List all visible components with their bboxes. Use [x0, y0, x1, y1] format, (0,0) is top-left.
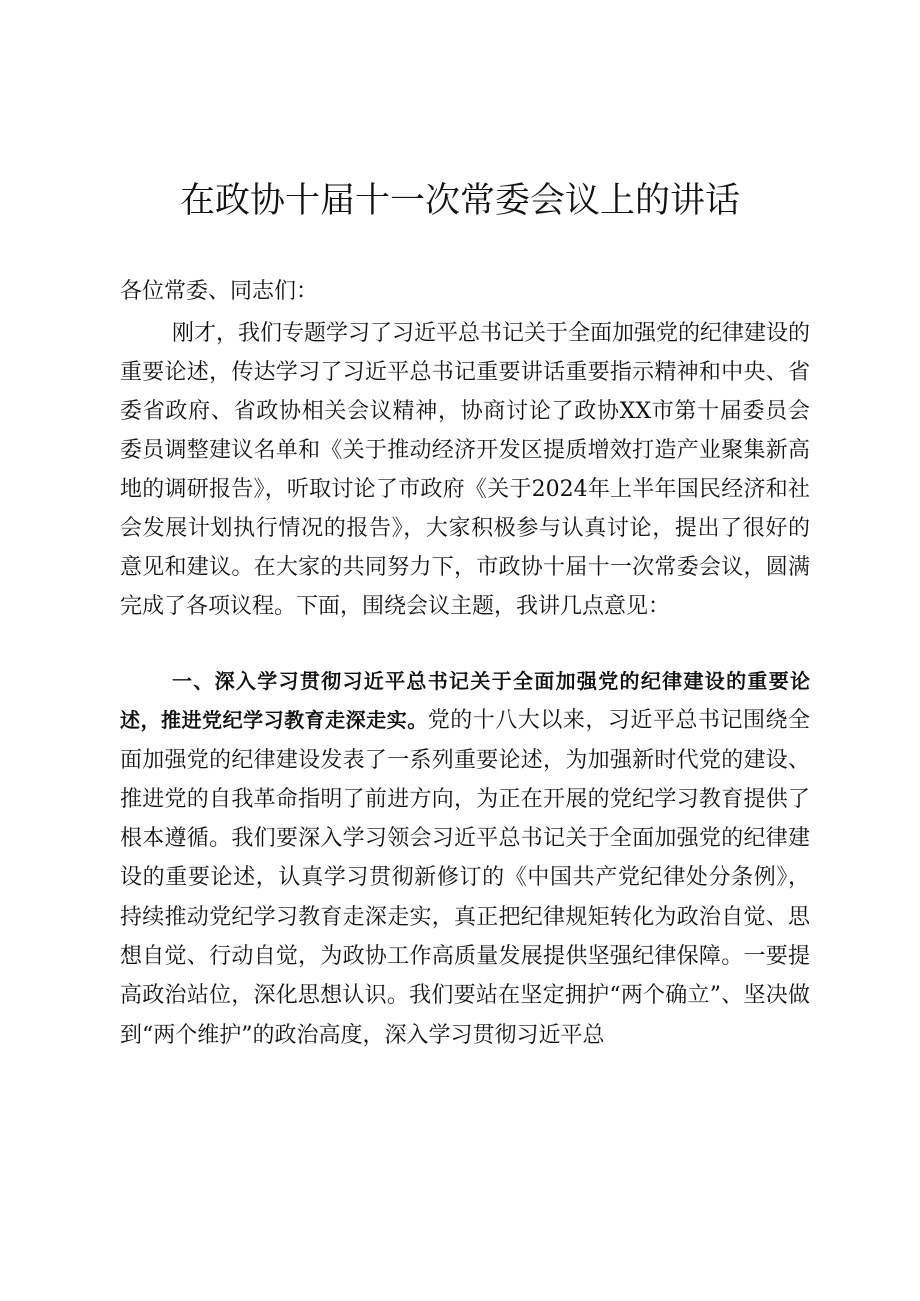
document-title: 在政协十届十一次常委会议上的讲话 — [179, 181, 740, 221]
paragraph-1: 刚才，我们专题学习了习近平总书记关于全面加强党的纪律建设的重要论述，传达学习了习近平总书记重要讲话重要指示精神和中央、省委省政府、省政协相关会议精神，协商讨论了政协XX市第十届委员会委员调整建议名单和《关于推动经济开发区提质增效打造产业聚集新高地的调研报告》，听取讨论了市政府《关于2024年上半年国民经济和社会发展计划执行情况的报告》，大家积极参与认真讨论，提出了很好的意见和建议。在大家的共同努力下，市政协十届十一次常委会议，圆满完成了各项议程。下面，围绕会议主题，我讲几点意见： — [120, 321, 811, 619]
paragraph-2 — [120, 662, 810, 1055]
section-heading: 一、深入学习贯彻习近平总书记关于全面加强党的纪律建设的重要论述，推进党纪学习教育走深走实。 — [120, 669, 810, 733]
salutation: 各位常委、同志们： — [120, 279, 319, 304]
paragraph-2-body: 党的十八大以来，习近平总书记围绕全面加强党的纪律建设发表了一系列重要论述，为加强新时代党的建设、推进党的自我革命指明了前进方向，为正在开展的党纪学习教育提供了根本遵循。我们要深入学习领会习近平总书记关于全面加强党的纪律建设的重要论述，认真学习贯彻新修订的《中国共产党纪律处分条例》，持续推动党纪学习教育走深走实，真正把纪律规矩转化为政治自觉、思想自觉、行动自觉，为政协工作高质量发展提供坚强纪律保障。一要提高政治站位，深化思想认识。我们要站在坚定拥护“两个确立”、坚决做到“两个维护”的政治高度，深入学习贯彻习近平总 — [120, 708, 810, 1048]
